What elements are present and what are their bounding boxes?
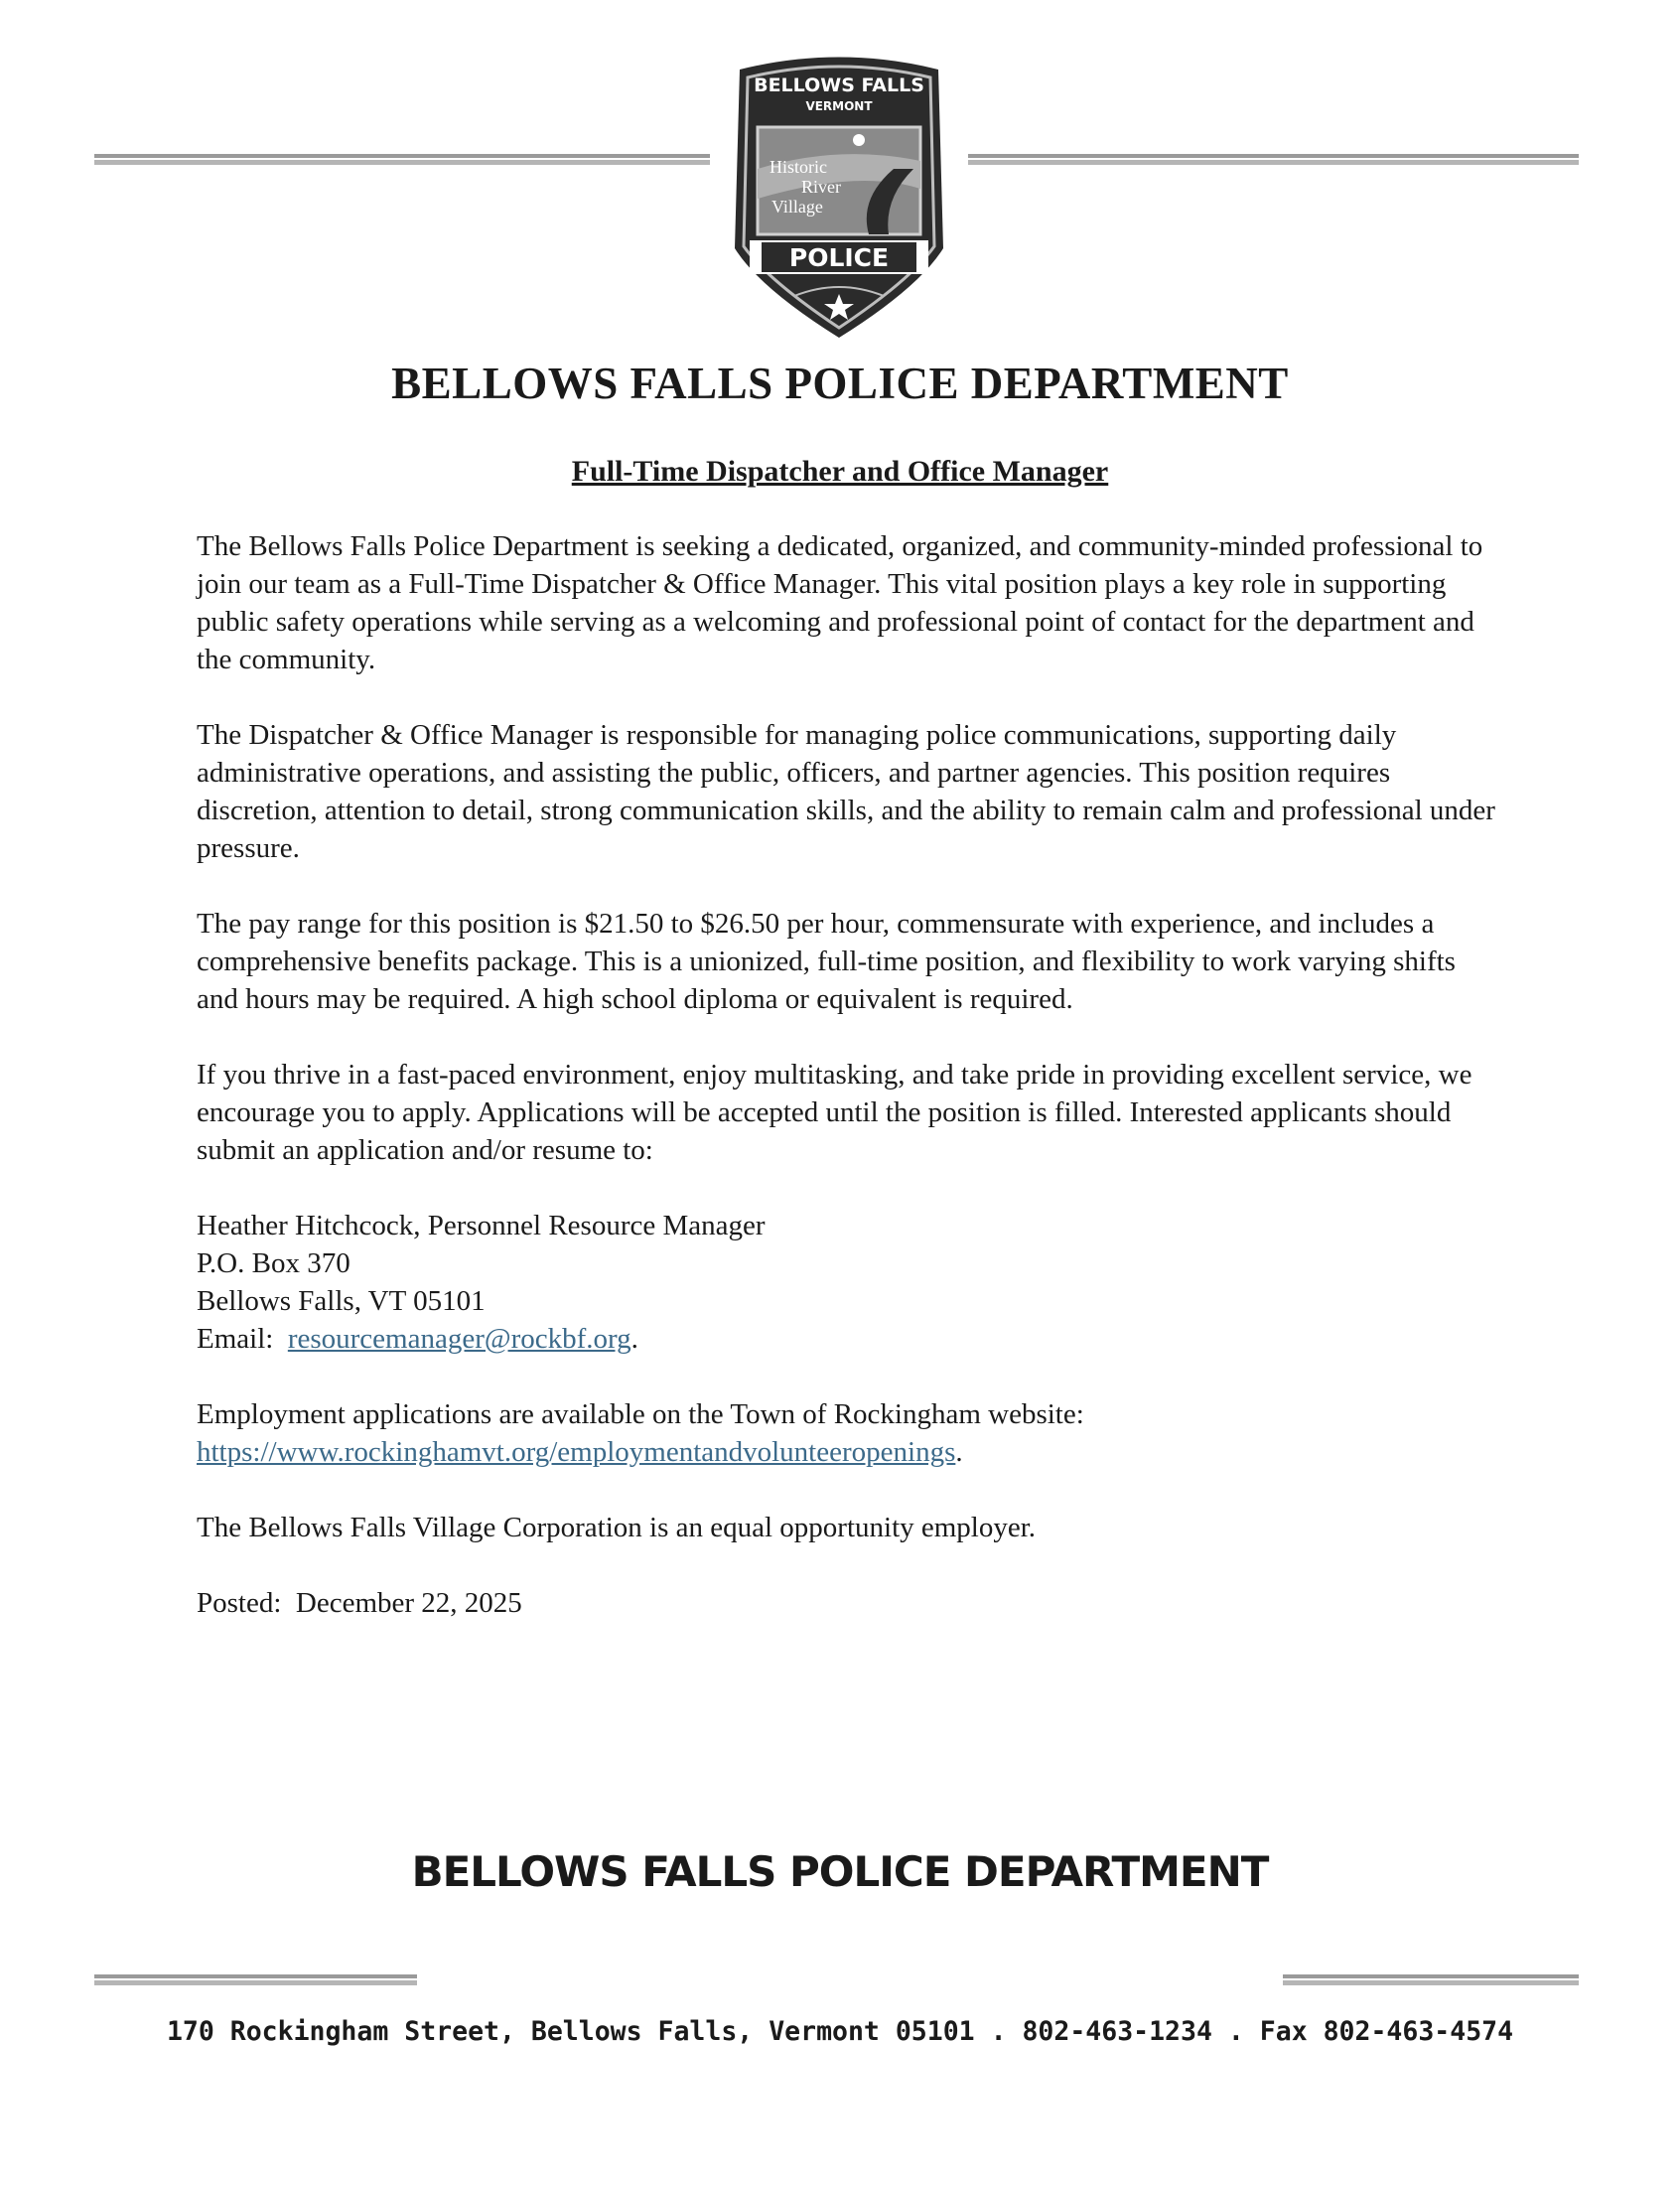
job-title: Full-Time Dispatcher and Office Manager — [571, 455, 1109, 488]
applications-block — [197, 1395, 1497, 1471]
email-link[interactable]: resourcemanager@rockbf.org — [287, 1323, 631, 1355]
logo-line2: River — [801, 177, 841, 197]
contact-name: Heather Hitchcock, Personnel Resource Manager — [197, 1210, 766, 1241]
header-rule-left — [94, 154, 710, 166]
header-rule-right — [968, 154, 1579, 166]
logo-sub-text: VERMONT — [805, 99, 873, 113]
contact-city: Bellows Falls, VT 05101 — [197, 1285, 486, 1317]
footer-address: 170 Rockingham Street, Bellows Falls, Vermont 05101 . 802-463-1234 . Fax 802-463-4574 — [166, 2016, 1514, 2047]
job-description — [197, 527, 1497, 1660]
footer-rule-right — [1283, 1974, 1579, 1986]
logo-banner: POLICE — [788, 243, 890, 272]
applications-link[interactable]: https://www.rockinghamvt.org/employmentandvolunteeropenings — [197, 1436, 956, 1468]
applications-period: . — [955, 1436, 963, 1468]
footer-rule-left — [94, 1974, 417, 1986]
paragraph-intro: The Bellows Falls Police Department is seeking a dedicated, organized, and community-minded professional to join our team as a Full-Time Dispatcher & Office Manager. This vital position plays a key role in supporting public safety operations while serving as a welcoming and professional point of contact for the department and the community. — [197, 530, 1483, 675]
paragraph-pay: The pay range for this position is $21.50 to $26.50 per hour, commensurate with experience, and includes a comprehensive benefits package. This is a unionized, full-time position, and flexibility to work varying shifts and hours may be required. A high school diploma or equivalent is required. — [197, 908, 1456, 1015]
email-label: Email: — [197, 1323, 288, 1355]
email-period: . — [630, 1323, 638, 1355]
posted-date: Posted: December 22, 2025 — [197, 1587, 522, 1619]
logo-line1: Historic — [770, 157, 827, 177]
paragraph-responsibilities: The Dispatcher & Office Manager is responsible for managing police communications, supporting daily administrative operations, and assisting the public, officers, and partner agencies. This position requires discretion, attention to detail, strong communication skills, and the ability to remain calm and professional under pressure. — [197, 719, 1495, 864]
paragraph-apply: If you thrive in a fast-paced environment, enjoy multitasking, and take pride in providing excellent service, we encourage you to apply. Applications will be accepted until the position is filled. Interested applicants should submit an application and/or resume to: — [197, 1059, 1472, 1166]
eoe-statement: The Bellows Falls Village Corporation is an equal opportunity employer. — [197, 1512, 1037, 1543]
contact-email-line — [197, 1320, 1497, 1358]
contact-po-box: P.O. Box 370 — [197, 1247, 350, 1279]
footer-title: BELLOWS FALLS POLICE DEPARTMENT — [411, 1847, 1269, 1896]
logo-line3: Village — [771, 197, 823, 217]
contact-block — [197, 1207, 1497, 1358]
logo-top-text: BELLOWS FALLS — [754, 74, 924, 96]
police-badge-logo — [720, 50, 958, 343]
applications-url-line — [197, 1433, 1497, 1471]
applications-text: Employment applications are available on the Town of Rockingham website: — [197, 1398, 1084, 1430]
page-title: BELLOWS FALLS POLICE DEPARTMENT — [391, 359, 1289, 408]
